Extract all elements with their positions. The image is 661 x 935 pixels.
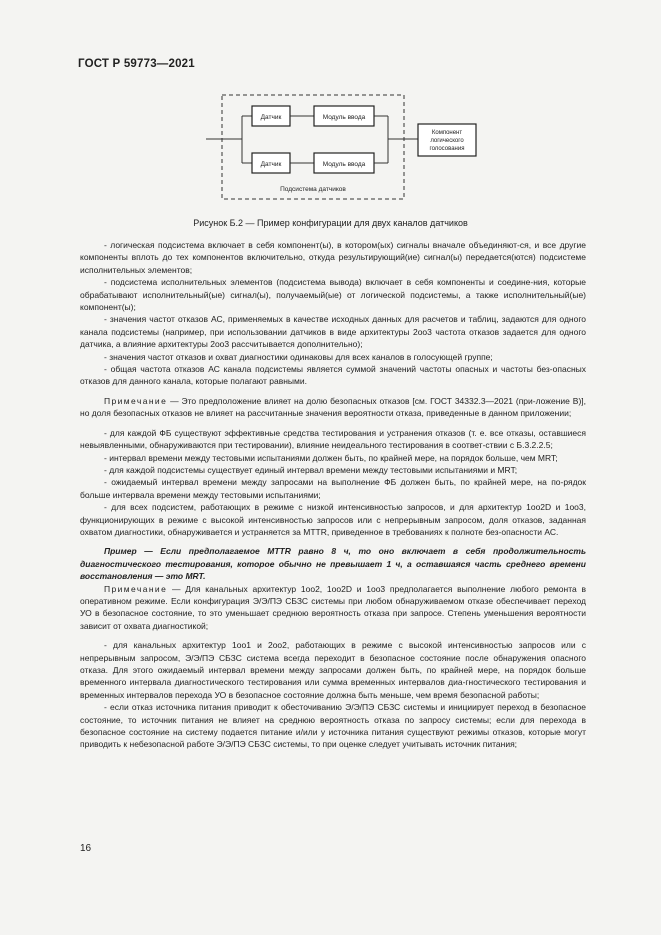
voting-label-line2: логического <box>430 138 464 144</box>
note-2-text: — Для канальных архитектур 1оо2, 1оо2D и 1оо3 предполагается выполнение любого ремонта в оперативном режиме. Если конфигурация Э/Э/ПЭ СБЗС системы при любом обнаруживаемом отказе обеспечивает переход УО в безопасное состояние, то это уменьшает среднюю вероятность отказа при запросе. Степень уменьшения вероятности зависит от охвата диагностикой; <box>80 583 586 631</box>
paragraph: - интервал времени между тестовыми испытаниями должен быть, по крайней мере, на порядок больше, чем MRT; <box>104 452 558 463</box>
sensor-bottom-box <box>252 153 290 173</box>
subsystem-label: Подсистема датчиков <box>280 186 346 193</box>
example-text: Пример — Если предполагаемое MTTR равно 8 ч, то оно включает в себя продолжительность диагностического тестирования, которое обычно не превышает 1 ч, а оставшаяся часть среднего времени восстановления — это MRT. <box>80 546 586 582</box>
paragraph: - значения частот отказов и охват диагностики одинаковы для всех каналов в голосующей группе; <box>104 351 493 362</box>
paragraph: - для каждой ФБ существуют эффективные средства тестирования и устранения отказов (т. е. все отказы, оставшиеся невыявленными, обнаруживаются при тестировании), влияние неидеального тестирования в соответ-ствии с Б.3.2.2.5; <box>80 427 586 451</box>
page-number: 16 <box>80 843 92 854</box>
input-module-top-box <box>314 106 374 126</box>
paragraph: - логическая подсистема включает в себя компонент(ы), в котором(ых) сигналы вначале объединяют-ся, и все другие компоненты вплоть до тех компонентов включительно, откуда результирующий(ие) сигнал(ы) передается(ются) подсистеме исполнительных элементов; <box>80 240 586 275</box>
note-1-text: — Это предположение влияет на долю безопасных отказов [см. ГОСТ 34332.3—2021 (при-ложение В)], но доля безопасных отказов не влияет на рассчитанные значения вероятности отказа, приведенные в данном приложении; <box>80 395 586 419</box>
voting-label-line1: Компонент <box>431 130 463 136</box>
input-module-bottom-box <box>314 153 374 173</box>
paragraph: - значения частот отказов АС, применяемых в качестве исходных данных для расчетов и таблиц, задаются для одного канала подсистемы (например, при использовании датчиков в виде архитектуры 2оо3 частота отказов задается для одного датчика, а влияние архитектуры 2оо3 рассчитывается дополнительно); <box>80 314 586 350</box>
note-2 <box>80 583 586 633</box>
note-1-label: Примечание <box>104 395 168 406</box>
input-module-top-label: Модуль ввода <box>322 114 366 121</box>
sensor-bottom-label: Датчик <box>260 161 282 168</box>
subsystem-border <box>222 95 404 199</box>
paragraph: - ожидаемый интервал времени между запросами на выполнение ФБ должен быть, по крайней мере, на по-рядок больше интервала времени между тестовыми испытаниями; <box>80 477 586 500</box>
document-header: ГОСТ Р 59773—2021 <box>78 58 195 70</box>
voting-component-box <box>418 124 476 156</box>
paragraph: - для канальных архитектур 1оо1 и 2оо2, работающих в режиме с высокой интенсивностью запросов или с непрерывным запросом, Э/Э/ПЭ СБЗС система всегда переходит в безопасное состояние после обнаружения опасного отказа. Для этого ожидаемый интервал времени между запросами должен быть, по крайней мере, на порядок больше временного интервала диагностического тестирования или сумма временных интервалов диа-гностического тестирования и временных интервалов перехода УО в безопасное состояние должна быть меньше, чем время безопасной работы; <box>80 640 586 700</box>
note-2-label: Примечание <box>104 583 168 594</box>
sensor-subsystem-diagram <box>206 91 486 203</box>
paragraph: - для каждой подсистемы существует единый интервал времени между тестовыми испытаниями и MRT; <box>104 464 518 475</box>
sensor-top-box <box>252 106 290 126</box>
paragraph: - подсистема исполнительных элементов (подсистема вывода) включает в себя компоненты и соедине-ния, которые обрабатывают исполнительный(ые) сигнал(ы), получаемый(ые) от логической подсистемы, а также исполнительный(ые) компонент(ы); <box>80 277 586 313</box>
sensor-top-label: Датчик <box>260 114 282 121</box>
body-text <box>80 239 586 751</box>
paragraph: - общая частота отказов АС канала подсистемы является суммой значений частоты опасных и частоты без-опасных отказов для данного канала, которые полагают равными. <box>80 364 586 387</box>
voting-label-line3: голосования <box>429 146 465 152</box>
figure-caption: Рисунок Б.2 — Пример конфигурации для двух каналов датчиков <box>193 218 468 228</box>
input-module-bottom-label: Модуль ввода <box>322 161 366 168</box>
paragraph: - если отказ источника питания приводит к обесточиванию Э/Э/ПЭ СБЗС системы и инициирует переход в безопасное состояние, то источник питания не влияет на среднюю вероятность отказа по запросу системы; если для перехода в безопасное состояние на систему подается питание и/или у источника питания существуют режимы отказов, которые могут приводить к небезопасной работе Э/Э/ПЭ СБЗС системы, то при оценке следует учитывать источник питания; <box>80 702 586 750</box>
note-1 <box>80 395 586 420</box>
paragraph: - для всех подсистем, работающих в режиме с низкой интенсивностью запросов, и для архитектур 1оо2D и 1оо3, функционирующих в режиме с высокой интенсивностью запросов или с непрерывным запросом, доля отказов, заданная охватом диагностики, обнаруживается и устраняется за MTTR, приведенное в требованиях к полноте без-опасности АС. <box>80 502 586 537</box>
